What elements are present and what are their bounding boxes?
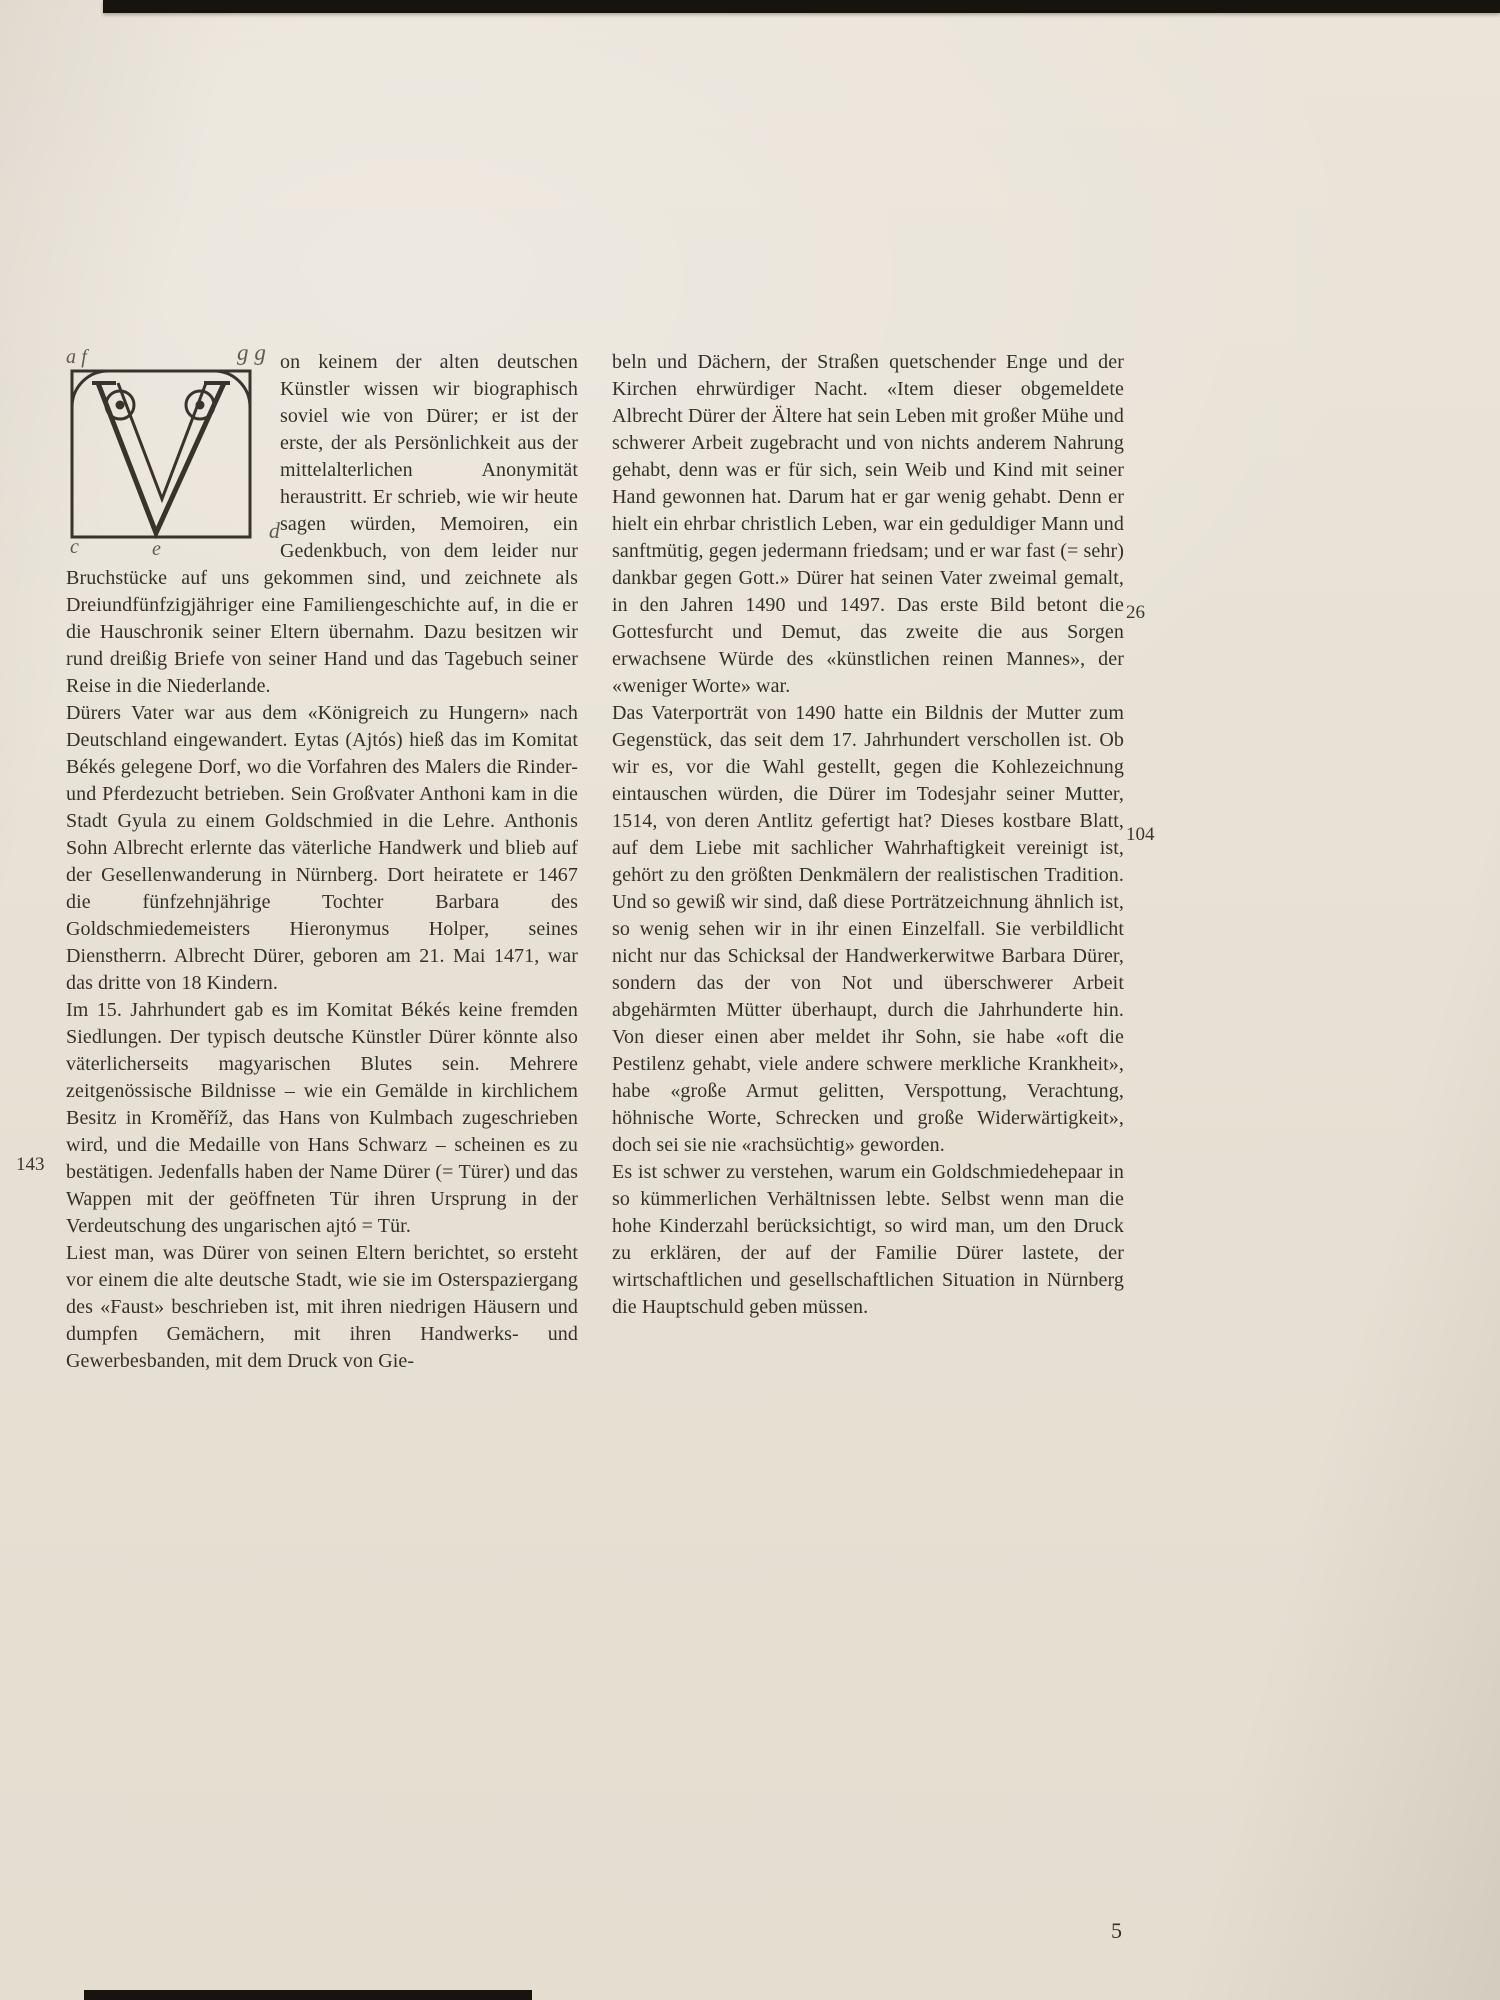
margin-note-figure-143: 143 (16, 1154, 45, 1175)
text-column-right (612, 349, 1124, 1321)
woodcut-initial-v-illustration (68, 365, 254, 545)
margin-note-figure-104: 104 (1126, 824, 1155, 845)
ornament-glyph: g g (236, 340, 266, 365)
ornament-glyph: a f (66, 346, 87, 368)
paragraph: Liest man, was Dürer von seinen Eltern berichtet, so ersteht vor einem die alte deutsche Stadt, wie sie im Osterspaziergang des «Faust» beschrieben ist, mit ihren niedrigen Häusern und dumpfen Gemächern, mit ihren Handwerks- und Gewerbesbanden, mit dem Druck von Gie- (66, 1242, 578, 1372)
scan-edge-top (103, 0, 1500, 13)
ornament-glyph: c (70, 536, 79, 558)
paragraph (66, 340, 578, 700)
paragraph: Dürers Vater war aus dem «Königreich zu Hungern» nach Deutschland eingewandert. Eytas (Ajtós) hieß das im Komitat Békés gelegene Dorf, wo die Vorfahren des Malers die Rinder- und Pferdezucht betrieben. Sein Großvater Anthoni kam in die Stadt Gyula zu einem Goldschmied in die Lehre. Anthonis Sohn Albrecht erlernte das väterliche Handwerk und blieb auf der Gesellenwanderung in Nürnberg. Dort heiratete er 1467 die fünfzehnjährige Tochter Barbara des Goldschmiedemeisters Hieronymus Holper, seines Dienstherrn. Albrecht Dürer, geboren am 21. Mai 1471, war das dritte von 18 Kindern. (66, 702, 578, 994)
paragraph: Es ist schwer zu verstehen, warum ein Goldschmiedehepaar in so kümmerlichen Verhältnissen lebte. Selbst wenn man die hohe Kinderzahl berücksichtigt, so wird man, um den Druck zu erklären, der auf der Familie Dürer lastete, der wirtschaftlichen und gesellschaftlichen Situation in Nürnberg die Hauptschuld geben müssen. (612, 1161, 1124, 1318)
paragraph: Im 15. Jahrhundert gab es im Komitat Békés keine fremden Siedlungen. Der typisch deutsche Künstler Dürer könnte also väterlicherseits magyarischen Blutes sein. Mehrere zeitgenössische Bildnisse – wie ein Gemälde in kirchlichem Besitz in Kroměříž, das Hans von Kulmbach zugeschrieben wird, und die Medaille von Hans Schwarz – scheinen es zu bestätigen. Jedenfalls haben der Name Dürer (= Türer) und das Wappen mit der geöffneten Tür ihren Ursprung in der Verdeutschung des ungarischen ajtó = Tür. (66, 999, 578, 1237)
ornament-glyph: d (268, 518, 280, 543)
scan-edge-bottom (84, 1990, 532, 2000)
text-column-left (66, 340, 578, 1375)
paragraph: beln und Dächern, der Straßen quetschender Enge und der Kirchen ehrwürdiger Nacht. «Item dieser obgemeldete Albrecht Dürer der Ältere hat sein Leben mit großer Mühe und schwerer Arbeit zugebracht und von nichts anderem Nahrung gehabt, denn was er für sich, sein Weib und Kind mit seiner Hand gewonnen hat. Darum hat er gar wenig gehabt. Denn er hielt ein ehrbar christlich Leben, war ein geduldiger Mann und sanftmütig, gegen jedermann friedsam; und er war fast (= sehr) dankbar gegen Gott.» Dürer hat seinen Vater zweimal gemalt, in den Jahren 1490 und 1497. Das erste Bild betont die Gottesfurcht und Demut, das zweite die aus Sorgen erwachsene Würde des «künstlichen reinen Mannes», der «weniger Worte» war. (612, 351, 1124, 697)
ornament-glyph: e (152, 538, 161, 560)
margin-note-figure-26: 26 (1126, 602, 1145, 623)
page-number: 5 (1111, 1918, 1122, 1943)
paragraph-text: on keinem der alten deutschen Künstler wissen wir biographisch soviel wie von Dürer; er ist der erste, der als Persönlichkeit aus der mittelalterlichen Anonymität heraustritt. Er schrieb, wie wir heute sagen würden, Memoiren, ein Gedenkbuch, von dem leider nur Bruchstücke auf uns gekommen sind, und zeichnete als Dreiundfünfzigjähriger eine Familiengeschichte auf, in die er die Hauschronik seiner Eltern übernahm. Dazu besitzen wir rund dreißig Briefe von seiner Hand und das Tagebuch seiner Reise in die Niederlande. (66, 351, 578, 697)
paragraph: Das Vaterporträt von 1490 hatte ein Bildnis der Mutter zum Gegenstück, das seit dem 17. Jahrhundert verschollen ist. Ob wir es, vor die Wahl gestellt, gegen die Kohlezeichnung eintauschen würden, die Dürer im Todesjahr seiner Mutter, 1514, von deren Antlitz gefertigt hat? Dieses kostbare Blatt, auf dem Liebe mit sachlicher Wahrhaftigkeit vereinigt ist, gehört zu den größten Denkmälern der realistischen Tradition. Und so gewiß wir sind, daß diese Porträtzeichnung ähnlich ist, so wenig sehen wir in ihr einen Einzelfall. Sie verbildlicht nicht nur das Schicksal der Handwerkerwitwe Barbara Dürer, sondern das der von Not und überschwerer Arbeit abgehärmten Mütter überhaupt, durch die Jahrhunderte hin. Von dieser einen aber meldet ihr Sohn, sie habe «oft die Pestilenz gehabt, viele andere schwere merkliche Krankheit», habe «große Armut gelitten, Verspottung, Verachtung, höhnische Worte, Schrecken und große Widerwärtigkeit», doch sei sie nie «rachsüchtig» geworden. (612, 702, 1124, 1156)
dropcap-initial-v (66, 340, 280, 560)
